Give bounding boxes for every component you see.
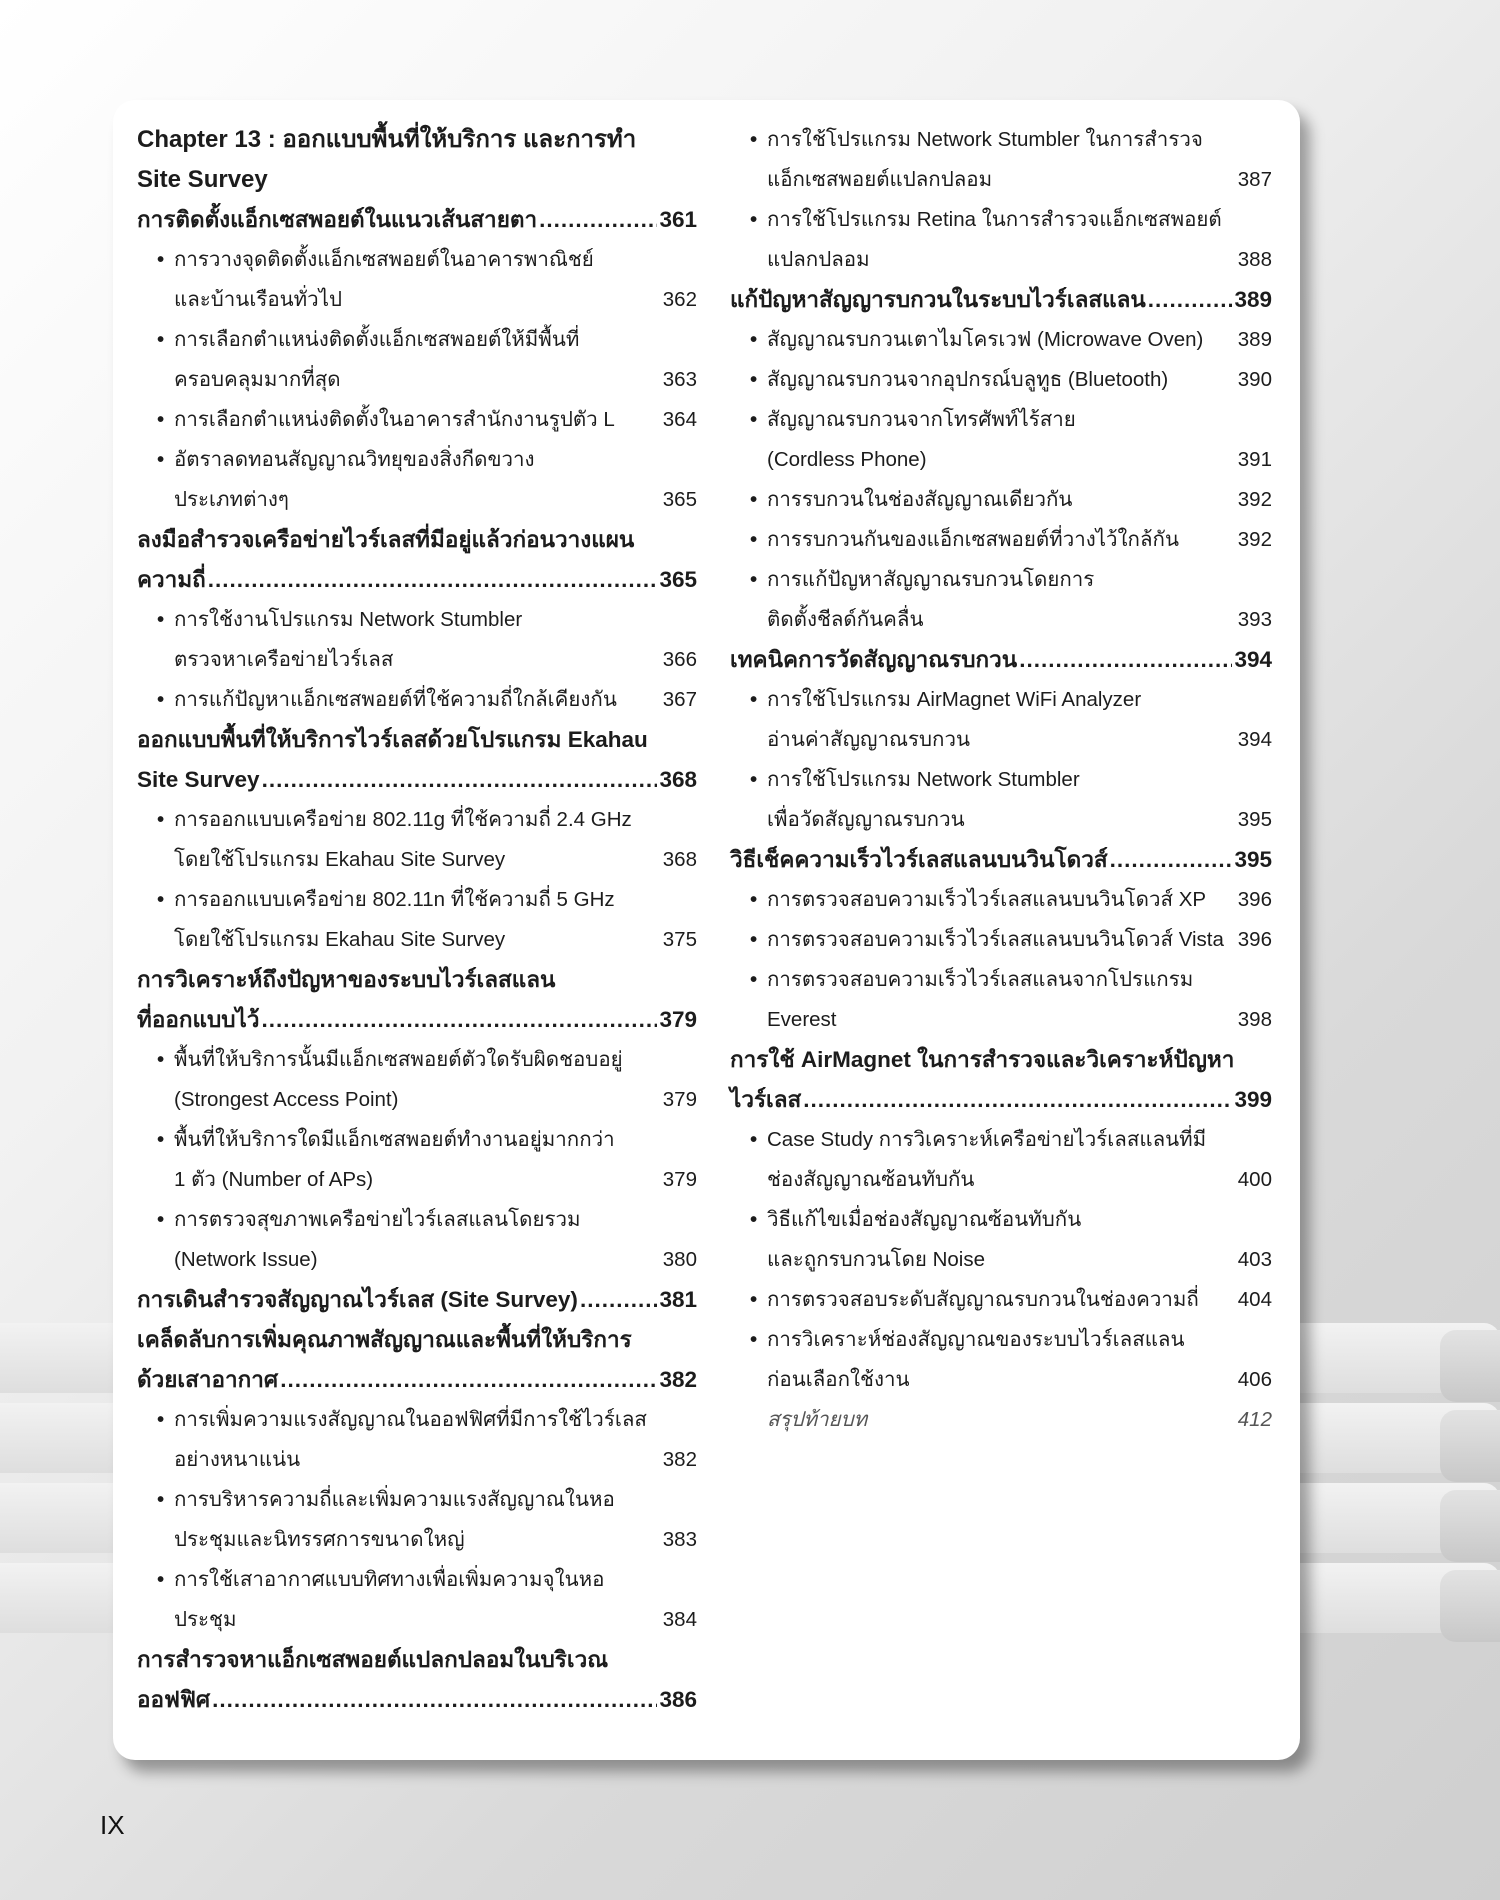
toc-item-cont[interactable]: (Network Issue) 380 <box>137 1240 697 1280</box>
toc-item[interactable]: • การออกแบบเครือข่าย 802.11g ที่ใช้ความถี่ 2.4 GHz <box>137 800 697 840</box>
toc-item[interactable]: • การใช้เสาอากาศแบบทิศทางเพื่อเพิ่มความจุในหอ <box>137 1560 697 1600</box>
toc-item-cont[interactable]: ประเภทต่างๆ 365 <box>137 480 697 520</box>
item-page: 398 <box>1237 1008 1272 1031</box>
bullet-icon: • <box>157 1048 165 1071</box>
toc-item-cont[interactable]: ตรวจหาเครือข่ายไวร์เลส 366 <box>137 640 697 680</box>
decorative-tab <box>1440 1410 1500 1482</box>
toc-section[interactable]: การใช้ AirMagnet ในการสำรวจและวิเคราะห์ปัญหา <box>730 1047 1235 1072</box>
toc-section[interactable]: เคล็ดลับการเพิ่มคุณภาพสัญญาณและพื้นที่ให้บริการ <box>137 1327 632 1352</box>
toc-item[interactable]: • การแก้ปัญหาแอ็กเซสพอยต์ที่ใช้ความถี่ใกล้เคียงกัน 367 <box>137 680 697 720</box>
bullet-icon: • <box>750 368 758 391</box>
bullet-icon: • <box>750 1328 758 1351</box>
item-page: 383 <box>662 1528 697 1551</box>
item-page: 364 <box>662 408 697 431</box>
toc-item[interactable]: • การเลือกตำแหน่งติดตั้งในอาคารสำนักงานรูปตัว L 364 <box>137 400 697 440</box>
bullet-icon: • <box>157 608 165 631</box>
toc-item-cont[interactable]: อ่านค่าสัญญาณรบกวน 394 <box>730 720 1272 760</box>
bullet-icon: • <box>750 928 758 951</box>
decorative-tab <box>1440 1330 1500 1402</box>
toc-item[interactable]: • การวางจุดติดตั้งแอ็กเซสพอยต์ในอาคารพาณิชย์ <box>137 240 697 280</box>
toc-item[interactable]: • การรบกวนกันของแอ็กเซสพอยต์ที่วางไว้ใกล้กัน 392 <box>730 520 1272 560</box>
section-title: การติดตั้งแอ็กเซสพอยต์ในแนวเส้นสายตา <box>137 207 538 232</box>
item-page: 391 <box>1237 448 1272 471</box>
chapter-title-cont: Site Survey <box>137 166 268 193</box>
item-page: 363 <box>662 368 697 391</box>
item-page: 384 <box>662 1608 697 1631</box>
toc-item-cont[interactable]: เพื่อวัดสัญญาณรบกวน 395 <box>730 800 1272 840</box>
section-page: 368 <box>659 767 697 792</box>
toc-item-cont[interactable]: และบ้านเรือนทั่วไป 362 <box>137 280 697 320</box>
bullet-icon: • <box>157 1408 165 1431</box>
toc-item-cont[interactable]: โดยใช้โปรแกรม Ekahau Site Survey 375 <box>137 920 697 960</box>
bullet-icon: • <box>750 488 758 511</box>
toc-section-cont[interactable]: ความถี่ ..... 365 <box>137 560 697 600</box>
toc-item-cont[interactable]: ก่อนเลือกใช้งาน 406 <box>730 1360 1272 1400</box>
item-page: 379 <box>662 1168 697 1191</box>
section-page: 394 <box>1234 647 1272 672</box>
item-page: 392 <box>1237 488 1272 511</box>
toc-section[interactable]: การวิเคราะห์ถึงปัญหาของระบบไวร์เลสแลน <box>137 967 556 992</box>
bullet-icon: • <box>157 328 165 351</box>
item-page: 395 <box>1237 808 1272 831</box>
bullet-icon: • <box>157 1208 165 1231</box>
toc-item-cont[interactable]: ประชุมและนิทรรศการขนาดใหญ่ 383 <box>137 1520 697 1560</box>
toc-item[interactable]: • การเลือกตำแหน่งติดตั้งแอ็กเซสพอยต์ให้มีพื้นที่ <box>137 320 697 360</box>
bullet-icon: • <box>157 1568 165 1591</box>
bullet-icon: • <box>157 808 165 831</box>
bullet-icon: • <box>750 1208 758 1231</box>
toc-item-cont[interactable]: ประชุม 384 <box>137 1600 697 1640</box>
toc-item[interactable]: • การใช้งานโปรแกรม Network Stumbler <box>137 600 697 640</box>
toc-item[interactable]: • การตรวจสอบความเร็วไวร์เลสแลนบนวินโดวส์ XP 396 <box>730 880 1272 920</box>
item-page: 392 <box>1237 528 1272 551</box>
item-page: 387 <box>1237 168 1272 191</box>
item-page: 379 <box>662 1088 697 1111</box>
toc-item-cont[interactable]: (Strongest Access Point) 379 <box>137 1080 697 1120</box>
item-page: 382 <box>662 1448 697 1471</box>
bullet-icon: • <box>750 408 758 431</box>
page-number: IX <box>100 1810 125 1840</box>
toc-item[interactable]: • การตรวจสอบระดับสัญญาณรบกวนในช่องความถี่ 404 <box>730 1280 1272 1320</box>
toc-section[interactable]: แก้ปัญหาสัญญารบกวนในระบบไวร์เลสแลน ..... 389 <box>730 280 1272 320</box>
section-page: 389 <box>1234 287 1272 312</box>
toc-section-cont[interactable]: ไวร์เลส ..... 399 <box>730 1080 1272 1120</box>
bullet-icon: • <box>750 968 758 991</box>
bullet-icon: • <box>750 1128 758 1151</box>
toc-item-cont[interactable]: แปลกปลอม 388 <box>730 240 1272 280</box>
toc-item[interactable]: • สัญญาณรบกวนจากอุปกรณ์บลูทูธ (Bluetooth) 390 <box>730 360 1272 400</box>
toc-card <box>113 100 1300 1760</box>
toc-item-cont[interactable]: ช่องสัญญาณซ้อนทับกัน 400 <box>730 1160 1272 1200</box>
item-page: 406 <box>1237 1368 1272 1391</box>
toc-item-cont[interactable]: แอ็กเซสพอยต์แปลกปลอม 387 <box>730 160 1272 200</box>
decorative-tab <box>1440 1490 1500 1562</box>
item-page: 400 <box>1237 1168 1272 1191</box>
section-page: 395 <box>1234 847 1272 872</box>
section-page: 365 <box>659 567 697 592</box>
toc-section-cont[interactable]: ที่ออกแบบไว้ ..... 379 <box>137 1000 697 1040</box>
toc-item-cont[interactable]: Everest 398 <box>730 1000 1272 1040</box>
toc-item-cont[interactable]: ครอบคลุมมากที่สุด 363 <box>137 360 697 400</box>
item-page: 393 <box>1237 608 1272 631</box>
toc-item[interactable]: • พื้นที่ให้บริการใดมีแอ็กเซสพอยต์ทำงานอยู่มากกว่า <box>137 1120 697 1160</box>
toc-right-column <box>730 120 1272 1440</box>
item-page: 362 <box>662 288 697 311</box>
toc-section[interactable]: ออกแบบพื้นที่ให้บริการไวร์เลสด้วยโปรแกรม Ekahau <box>137 727 648 752</box>
item-page: 368 <box>662 848 697 871</box>
toc-section[interactable]: วิธีเช็คความเร็วไวร์เลสแลนบนวินโดวส์ ..... 395 <box>730 840 1272 880</box>
toc-item[interactable]: • การตรวจสอบความเร็วไวร์เลสแลนบนวินโดวส์ Vista 396 <box>730 920 1272 960</box>
toc-item[interactable]: • การวิเคราะห์ช่องสัญญาณของระบบไวร์เลสแลน <box>730 1320 1272 1360</box>
bullet-icon: • <box>750 128 758 151</box>
toc-item-cont[interactable]: และถูกรบกวนโดย Noise 403 <box>730 1240 1272 1280</box>
toc-item[interactable]: • การใช้โปรแกรม Network Stumbler <box>730 760 1272 800</box>
bullet-icon: • <box>750 1288 758 1311</box>
toc-summary[interactable] <box>730 1400 1272 1440</box>
toc-section-cont[interactable]: Site Survey ..... 368 <box>137 760 697 800</box>
item-page: 396 <box>1237 888 1272 911</box>
item-page: 403 <box>1237 1248 1272 1271</box>
chapter-title: Chapter 13 : ออกแบบพื้นที่ให้บริการ และการทำ <box>137 126 637 153</box>
section-page: 379 <box>659 1007 697 1032</box>
bullet-icon: • <box>750 328 758 351</box>
item-page: 390 <box>1237 368 1272 391</box>
toc-item[interactable]: • การรบกวนในช่องสัญญาณเดียวกัน 392 <box>730 480 1272 520</box>
toc-item-cont[interactable]: 1 ตัว (Number of APs) 379 <box>137 1160 697 1200</box>
section-page: 386 <box>659 1687 697 1712</box>
section-page: 381 <box>659 1287 697 1312</box>
toc-item[interactable]: • การตรวจสุขภาพเครือข่ายไวร์เลสแลนโดยรวม <box>137 1200 697 1240</box>
section-page: 361 <box>659 207 697 232</box>
item-page: 365 <box>662 488 697 511</box>
bullet-icon: • <box>157 688 165 711</box>
toc-item[interactable]: • อัตราลดทอนสัญญาณวิทยุของสิ่งกีดขวาง <box>137 440 697 480</box>
toc-item[interactable]: • Case Study การวิเคราะห์เครือข่ายไวร์เลสแลนที่มี <box>730 1120 1272 1160</box>
toc-item[interactable]: • การเพิ่มความแรงสัญญาณในออฟฟิศที่มีการใช้ไวร์เลส <box>137 1400 697 1440</box>
bullet-icon: • <box>157 1488 165 1511</box>
item-page: 380 <box>662 1248 697 1271</box>
bullet-icon: • <box>157 408 165 431</box>
toc-section[interactable] <box>137 200 697 240</box>
bullet-icon: • <box>750 888 758 911</box>
toc-item[interactable]: • การบริหารความถี่และเพิ่มความแรงสัญญาณในหอ <box>137 1480 697 1520</box>
item-page: 404 <box>1237 1288 1272 1311</box>
toc-section[interactable]: เทคนิคการวัดสัญญาณรบกวน ..... 394 <box>730 640 1272 680</box>
item-page: 396 <box>1237 928 1272 951</box>
toc-item-cont[interactable]: (Cordless Phone) 391 <box>730 440 1272 480</box>
toc-item-cont[interactable]: อย่างหนาแน่น 382 <box>137 1440 697 1480</box>
toc-left-column <box>137 120 697 1720</box>
toc-item-cont[interactable]: ติดตั้งชีลด์กันคลื่น 393 <box>730 600 1272 640</box>
toc-item[interactable]: • การออกแบบเครือข่าย 802.11n ที่ใช้ความถี่ 5 GHz <box>137 880 697 920</box>
item-page: 394 <box>1237 728 1272 751</box>
toc-section[interactable]: การเดินสำรวจสัญญาณไวร์เลส (Site Survey) ..... 381 <box>137 1280 697 1320</box>
bullet-icon: • <box>157 1128 165 1151</box>
bullet-icon: • <box>157 888 165 911</box>
toc-item[interactable]: • การใช้โปรแกรม Retina ในการสำรวจแอ็กเซสพอยต์ <box>730 200 1272 240</box>
toc-item[interactable]: • การใช้โปรแกรม AirMagnet WiFi Analyzer <box>730 680 1272 720</box>
toc-item[interactable]: • การแก้ปัญหาสัญญาณรบกวนโดยการ <box>730 560 1272 600</box>
toc-item-cont[interactable]: โดยใช้โปรแกรม Ekahau Site Survey 368 <box>137 840 697 880</box>
toc-section-cont[interactable]: ออฟฟิศ ..... 386 <box>137 1680 697 1720</box>
toc-section-cont[interactable]: ด้วยเสาอากาศ ..... 382 <box>137 1360 697 1400</box>
decorative-tab <box>1440 1570 1500 1642</box>
item-page: 388 <box>1237 248 1272 271</box>
toc-section[interactable]: ลงมือสำรวจเครือข่ายไวร์เลสที่มีอยู่แล้วก่อนวางแผน <box>137 527 635 552</box>
item-page: 367 <box>662 688 697 711</box>
bullet-icon: • <box>157 448 165 471</box>
toc-item[interactable]: • วิธีแก้ไขเมื่อช่องสัญญาณซ้อนทับกัน <box>730 1200 1272 1240</box>
bullet-icon: • <box>750 208 758 231</box>
item-page: 366 <box>662 648 697 671</box>
bullet-icon: • <box>750 768 758 791</box>
bullet-icon: • <box>157 248 165 271</box>
toc-item[interactable]: • สัญญาณรบกวนจากโทรศัพท์ไร้สาย <box>730 400 1272 440</box>
summary-page: 412 <box>1237 1408 1272 1431</box>
toc-item[interactable]: • พื้นที่ให้บริการนั้นมีแอ็กเซสพอยต์ตัวใดรับผิดชอบอยู่ <box>137 1040 697 1080</box>
section-page: 399 <box>1234 1087 1272 1112</box>
toc-item[interactable]: • การตรวจสอบความเร็วไวร์เลสแลนจากโปรแกรม <box>730 960 1272 1000</box>
bullet-icon: • <box>750 568 758 591</box>
item-page: 375 <box>662 928 697 951</box>
toc-section[interactable]: การสำรวจหาแอ็กเซสพอยต์แปลกปลอมในบริเวณ <box>137 1647 609 1672</box>
bullet-icon: • <box>750 528 758 551</box>
toc-item[interactable]: • สัญญาณรบกวนเตาไมโครเวฟ (Microwave Oven) 389 <box>730 320 1272 360</box>
section-page: 382 <box>659 1367 697 1392</box>
toc-item[interactable]: • การใช้โปรแกรม Network Stumbler ในการสำรวจ <box>730 120 1272 160</box>
summary-title: สรุปท้ายบท <box>767 1408 868 1431</box>
bullet-icon: • <box>750 688 758 711</box>
item-page: 389 <box>1237 328 1272 351</box>
